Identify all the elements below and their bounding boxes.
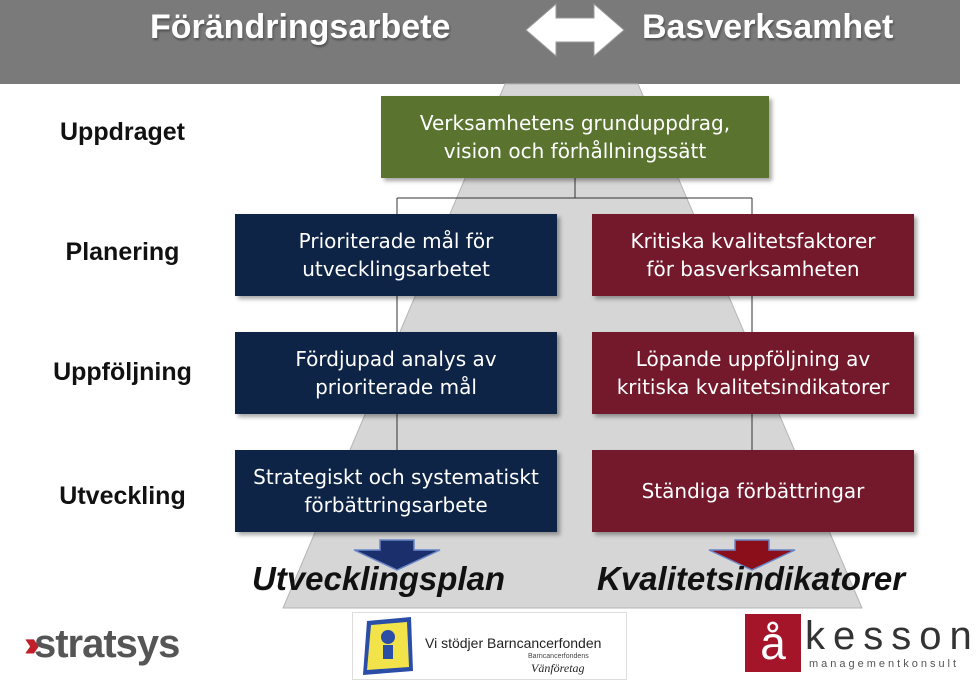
planning-right-line-2: för basverksamheten [646,257,860,281]
akesson-name: kesson [805,614,980,658]
barncancerfonden-seal-icon [359,615,417,677]
development-left-box [235,450,557,532]
development-right-line-1: Ständiga förbättringar [641,479,865,503]
followup-right-box [592,332,914,414]
row-label-uppfoljning: Uppföljning [53,358,192,386]
double-chevron-icon: ›› [24,623,32,664]
barncancerfonden-sub-text: Vänföretag [531,661,585,675]
row-label-uppdraget: Uppdraget [60,118,185,146]
akesson-subtitle: managementkonsult [809,658,960,670]
output-kvalitetsindikatorer: Kvalitetsindikatorer [597,560,906,597]
followup-right-line-2: kritiska kvalitetsindikatorer [616,375,890,399]
output-utvecklingsplan: Utvecklingsplan [252,560,506,597]
followup-left-box [235,332,557,414]
development-left-line-2: förbättringsarbete [304,493,488,517]
planning-left-line-1: Prioriterade mål för [298,229,494,253]
barncancerfonden-small-text: Barncancerfondens [528,653,589,660]
planning-left-box [235,214,557,296]
mission-line-1: Verksamhetens grunduppdrag, [419,111,731,135]
header-title-right: Basverksamhet [642,8,894,46]
planning-left-line-2: utvecklingsarbetet [302,257,490,281]
planning-right-line-1: Kritiska kvalitetsfaktorer [630,229,876,253]
mission-box [381,96,769,178]
planning-right-box [592,214,914,296]
development-left-line-1: Strategiskt och systematiskt [253,465,539,489]
barncancerfonden-text: Vi stödjer Barncancerfonden [425,635,602,651]
followup-left-line-2: prioriterade mål [315,375,477,399]
stratsys-logo [24,622,179,666]
followup-left-line-1: Fördjupad analys av [295,347,497,371]
mission-line-2: vision och förhållningssätt [443,139,707,163]
stratsys-logo-text: stratsys [33,621,180,666]
followup-right-line-1: Löpande uppföljning av [635,347,871,371]
row-label-planering: Planering [65,238,180,266]
barncancerfonden-logo [352,612,627,680]
akesson-logo [745,614,980,678]
header-title-left: Förändringsarbete [150,8,451,46]
row-label-utveckling: Utveckling [59,482,186,510]
akesson-mark: å [745,614,801,672]
development-right-box [592,450,914,532]
